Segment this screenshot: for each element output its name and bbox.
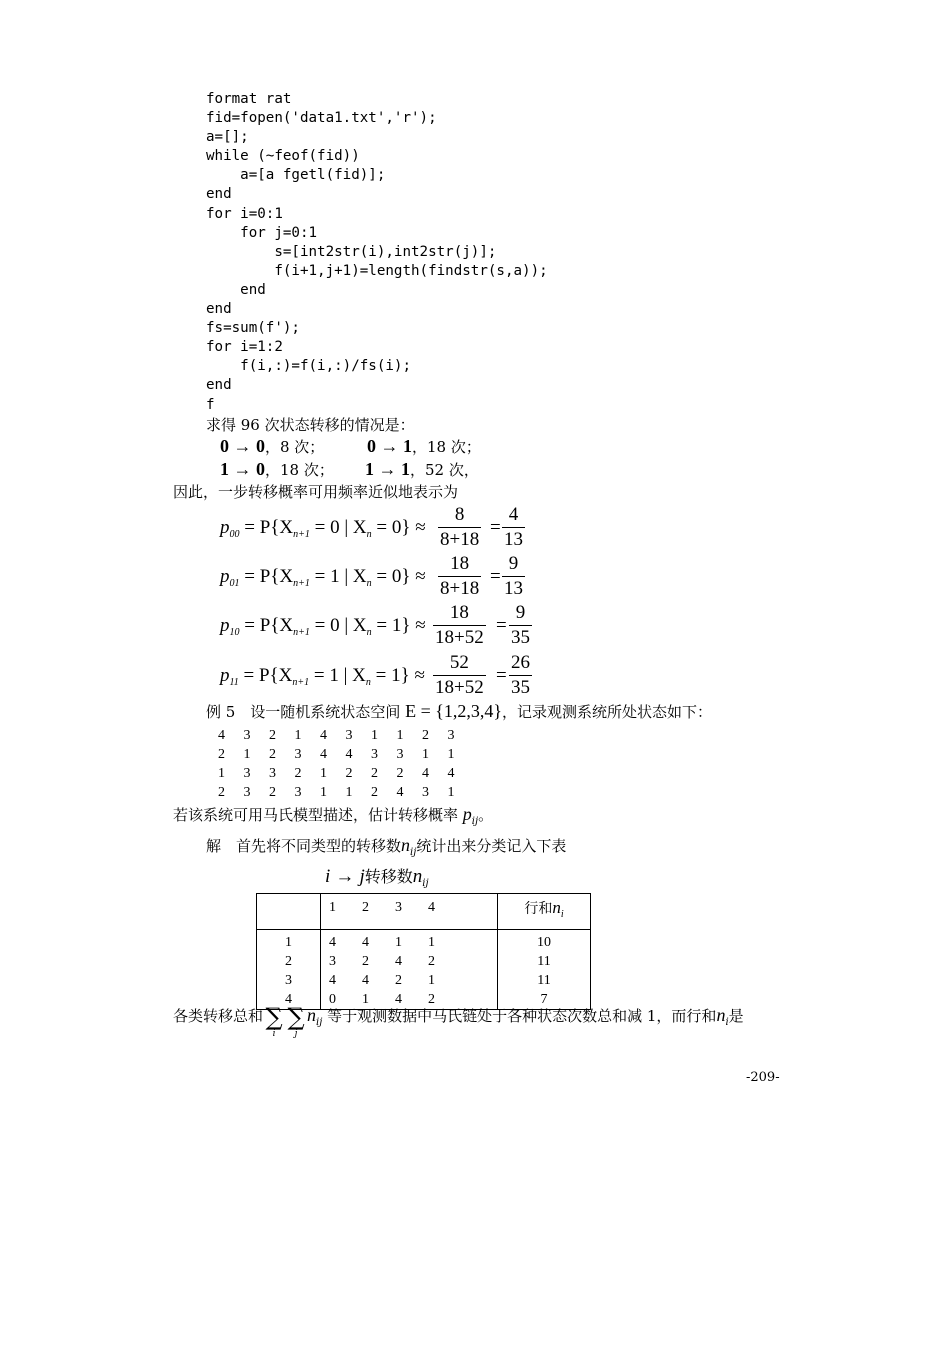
solution-suffix: 统计出来分类记入下表 xyxy=(416,837,567,855)
observation-cell: 3 xyxy=(371,747,378,762)
row-sum: 7 xyxy=(540,992,548,1007)
table-header-row xyxy=(257,894,591,930)
count-cell: 1 xyxy=(428,973,435,988)
formula-next: n+1 xyxy=(293,529,310,540)
code-line: format rat xyxy=(206,91,292,107)
observation-row xyxy=(218,764,473,783)
observation-cell: 3 xyxy=(345,728,353,743)
rowsum-var: n xyxy=(552,898,561,917)
row-counts xyxy=(329,952,497,971)
observation-cell: 4 xyxy=(320,728,327,743)
caption-var: n xyxy=(412,866,423,887)
formula-given: = 0} ≈ xyxy=(376,566,426,587)
fraction-den: 18+52 xyxy=(435,627,484,648)
solution-text xyxy=(206,834,566,864)
fraction-2 xyxy=(509,601,532,650)
observation-cell: 2 xyxy=(269,785,276,800)
count-cell: 1 xyxy=(428,935,435,950)
estimate-text xyxy=(173,803,493,833)
fraction-num: 9 xyxy=(508,553,519,574)
code-line: end xyxy=(206,281,266,298)
observation-cell: 4 xyxy=(396,785,404,800)
formula-p10 xyxy=(220,601,560,651)
fraction-den: 35 xyxy=(511,627,530,648)
equals-sign: = xyxy=(496,615,507,636)
observation-cell: 2 xyxy=(218,785,225,800)
formula-val: = 0 | X xyxy=(314,615,367,636)
formula-cond: = P{X xyxy=(244,517,294,538)
count-cell: 4 xyxy=(395,954,402,969)
sum-sub2: i xyxy=(725,1017,729,1028)
caption-j: j xyxy=(359,866,365,887)
observation-cell: 2 xyxy=(294,766,302,781)
observation-cell: 2 xyxy=(269,747,276,762)
formula-sub: 00 xyxy=(229,529,240,540)
count-cell: 3 xyxy=(329,954,336,969)
observation-cell: 3 xyxy=(447,728,455,743)
transition-count-table xyxy=(256,893,591,1010)
formula-next: n+1 xyxy=(293,578,310,589)
solution-prefix: 解 首先将不同类型的转移数 xyxy=(206,837,402,855)
intro-text: 求得 96 次状态转移的情况是： xyxy=(206,416,415,434)
observation-cell: 2 xyxy=(371,785,378,800)
code-line: f(i+1,j+1)=length(findstr(s,a)); xyxy=(206,262,548,279)
observation-cell: 2 xyxy=(371,766,378,781)
transition-count: ，52 次， xyxy=(410,461,479,479)
code-line: fid=fopen('data1.txt','r'); xyxy=(206,110,437,127)
formula-val: = 0 | X xyxy=(314,517,367,538)
caption-sub: ij xyxy=(422,878,429,889)
row-counts xyxy=(329,971,497,990)
header-col: 2 xyxy=(362,900,369,915)
observation-cell: 2 xyxy=(269,728,276,743)
rowsum-label: 行和 xyxy=(524,901,553,917)
table-header-rowsum xyxy=(498,894,591,930)
observation-cell: 4 xyxy=(447,766,455,781)
transition-label: 1 → 0 xyxy=(220,459,265,479)
count-cell: 4 xyxy=(329,935,336,950)
formula-sub: 10 xyxy=(229,627,240,638)
observation-row xyxy=(218,726,473,745)
formula-next: n+1 xyxy=(292,677,310,688)
page-number: -209- xyxy=(746,1070,780,1085)
code-line: while (~feof(fid)) xyxy=(206,148,360,165)
formula-given: = 1} ≈ xyxy=(376,615,426,636)
observation-cell: 1 xyxy=(371,728,378,743)
observation-cell: 1 xyxy=(218,766,225,781)
code-line: for j=0:1 xyxy=(206,224,318,241)
count-cell: 4 xyxy=(395,992,402,1007)
sigma-limit: i xyxy=(272,1029,276,1039)
code-line: s=[int2str(i),int2str(j)]; xyxy=(206,243,497,260)
fraction-1 xyxy=(438,503,481,552)
solution-sub: ij xyxy=(410,847,417,858)
transition-label: 0 → 0 xyxy=(220,436,265,456)
formula-p: p xyxy=(220,566,230,587)
table-caption xyxy=(325,864,429,889)
fraction-den: 13 xyxy=(504,578,523,599)
formula-n: n xyxy=(365,677,371,688)
count-cell: 2 xyxy=(362,954,369,969)
fraction-num: 4 xyxy=(508,504,519,525)
fraction-1 xyxy=(433,601,486,650)
observation-cell: 1 xyxy=(422,747,429,762)
table-header-cols xyxy=(321,894,498,930)
fraction-den: 8+18 xyxy=(440,529,480,550)
code-line: end xyxy=(206,377,232,394)
solution-var: n xyxy=(401,835,411,855)
transition-label: 0 → 1 xyxy=(367,436,412,456)
table-states-col xyxy=(257,930,321,1010)
code-line: for i=0:1 xyxy=(206,205,283,222)
observation-row xyxy=(218,745,473,764)
fraction-num: 8 xyxy=(454,504,465,525)
observation-cell: 3 xyxy=(294,747,302,762)
count-cell: 2 xyxy=(428,954,435,969)
transition-01 xyxy=(367,436,481,457)
count-cell: 1 xyxy=(395,935,402,950)
observation-cell: 1 xyxy=(294,728,302,743)
table-body-row xyxy=(257,930,591,1010)
fraction-2 xyxy=(502,503,525,552)
fraction-num: 52 xyxy=(449,652,469,673)
example-prefix: 例 5 设一随机系统状态空间 xyxy=(206,703,401,721)
header-col: 4 xyxy=(428,900,435,915)
formula-p: p xyxy=(220,615,230,636)
observation-cell: 3 xyxy=(294,785,302,800)
sigma-limit: j xyxy=(294,1029,298,1039)
observation-cell: 3 xyxy=(422,785,429,800)
fraction-2 xyxy=(502,552,525,601)
row-state: 2 xyxy=(285,954,292,969)
observation-cell: 1 xyxy=(243,747,251,762)
count-cell: 0 xyxy=(329,992,336,1007)
count-cell: 4 xyxy=(362,935,369,950)
sigma-j-icon xyxy=(285,1003,307,1039)
fraction-1 xyxy=(438,552,481,601)
sum-middle: 等于观测数据中马氏链处于各种状态次数总和减 1，而行和 xyxy=(327,1007,717,1025)
equals-sign: = xyxy=(490,566,501,587)
sum-prefix: 各类转移总和 xyxy=(173,1007,264,1025)
formula-given: = 0} ≈ xyxy=(376,517,426,538)
example-suffix: ，记录观测系统所处状态如下： xyxy=(502,703,713,721)
transition-count: ，18 次； xyxy=(412,438,481,456)
fraction-num: 18 xyxy=(449,602,469,623)
observation-cell: 3 xyxy=(396,747,404,762)
header-col: 1 xyxy=(329,900,336,915)
fraction-num: 18 xyxy=(450,553,470,574)
fraction-den: 13 xyxy=(504,529,523,550)
sum-var: n xyxy=(307,1005,317,1025)
estimate-prefix: 若该系统可用马氏模型描述，估计转移概率 xyxy=(173,806,459,824)
row-counts xyxy=(329,933,497,952)
fraction-den: 18+52 xyxy=(435,677,484,698)
sum-sub: ij xyxy=(316,1017,323,1028)
fraction-num: 26 xyxy=(511,652,530,673)
count-cell: 4 xyxy=(362,973,369,988)
transition-00 xyxy=(220,436,324,457)
transition-10 xyxy=(220,459,334,480)
rowsum-sub: i xyxy=(560,909,564,920)
observation-cell: 3 xyxy=(243,766,251,781)
sum-var2: n xyxy=(716,1005,726,1025)
observation-cell: 4 xyxy=(320,747,327,762)
count-cell: 2 xyxy=(395,973,402,988)
code-line: a=[a fgetl(fid)]; xyxy=(206,167,386,184)
table-sums-col xyxy=(498,930,591,1010)
formula-sub: 01 xyxy=(229,578,240,589)
code-line: f xyxy=(206,396,215,413)
observation-cell: 3 xyxy=(243,728,251,743)
formula-lhs xyxy=(220,566,426,589)
equals-sign: = xyxy=(490,517,501,538)
formula-p: p xyxy=(220,665,230,686)
formula-lhs xyxy=(220,665,425,688)
transition-count: ，8 次； xyxy=(265,438,325,456)
formula-sub: 11 xyxy=(229,677,239,688)
estimate-var: p xyxy=(462,804,472,824)
row-sum: 11 xyxy=(537,973,551,988)
formula-p11 xyxy=(220,651,560,701)
code-line: for i=1:2 xyxy=(206,339,283,356)
table-header-corner xyxy=(257,894,321,930)
fraction-2 xyxy=(509,651,532,700)
observation-cell: 3 xyxy=(243,785,251,800)
formula-n: n xyxy=(366,578,372,589)
transition-label: 1 → 1 xyxy=(365,459,410,479)
example-5 xyxy=(206,700,712,723)
code-line: a=[]; xyxy=(206,129,249,146)
formula-lhs xyxy=(220,517,426,540)
observation-cell: 1 xyxy=(447,785,455,800)
formula-p: p xyxy=(220,517,230,538)
formula-val: = 1 | X xyxy=(313,665,366,686)
observation-cell: 4 xyxy=(345,747,353,762)
formula-given: = 1} ≈ xyxy=(375,665,425,686)
observation-cell: 1 xyxy=(396,728,404,743)
observation-cell: 1 xyxy=(320,785,327,800)
estimate-sub: ij xyxy=(471,816,479,827)
state-space: E = {1,2,3,4} xyxy=(405,701,503,721)
formula-cond: = P{X xyxy=(244,615,294,636)
equals-sign: = xyxy=(496,665,507,686)
observation-cell: 4 xyxy=(422,766,429,781)
caption-arrow: → xyxy=(335,866,355,887)
caption-i: i xyxy=(325,866,331,887)
formula-val: = 1 | X xyxy=(314,566,367,587)
code-line: end xyxy=(206,301,232,318)
conclusion-text: 因此，一步转移概率可用频率近似地表示为 xyxy=(173,483,459,501)
formula-n: n xyxy=(366,627,372,638)
observation-grid xyxy=(218,726,473,802)
observation-cell: 1 xyxy=(447,747,455,762)
count-cell: 4 xyxy=(329,973,336,988)
fraction-den: 8+18 xyxy=(440,578,480,599)
formula-lhs xyxy=(220,615,426,638)
observation-cell: 4 xyxy=(218,728,225,743)
sigma-symbol: ∑ xyxy=(287,1003,305,1031)
count-cell: 1 xyxy=(362,992,369,1007)
formula-cond: = P{X xyxy=(243,665,293,686)
sum-suffix: 是 xyxy=(728,1007,744,1025)
header-col: 3 xyxy=(395,900,402,915)
observation-cell: 1 xyxy=(320,766,327,781)
table-counts-col xyxy=(321,930,498,1010)
sigma-symbol: ∑ xyxy=(265,1003,283,1031)
formula-next: n+1 xyxy=(293,627,310,638)
row-state: 4 xyxy=(285,992,292,1007)
row-sum: 11 xyxy=(537,954,551,969)
code-line: end xyxy=(206,186,232,203)
row-state: 1 xyxy=(285,935,292,950)
estimate-end: 。 xyxy=(478,806,494,824)
transition-count: ，18 次； xyxy=(265,461,334,479)
formula-p00 xyxy=(220,503,560,553)
formula-n: n xyxy=(366,529,372,540)
observation-cell: 3 xyxy=(269,766,276,781)
sum-sentence xyxy=(173,1003,744,1039)
formula-p01 xyxy=(220,552,560,602)
code-line: f(i,:)=f(i,:)/fs(i); xyxy=(206,358,411,375)
row-state: 3 xyxy=(285,973,292,988)
caption-text: 转移数 xyxy=(364,867,413,886)
observation-cell: 2 xyxy=(218,747,225,762)
matlab-code-block xyxy=(206,90,548,415)
fraction-1 xyxy=(433,651,486,700)
fraction-den: 35 xyxy=(511,677,530,698)
count-cell: 2 xyxy=(428,992,435,1007)
fraction-num: 9 xyxy=(515,602,526,623)
code-line: fs=sum(f'); xyxy=(206,320,300,337)
formula-cond: = P{X xyxy=(244,566,294,587)
observation-cell: 2 xyxy=(345,766,353,781)
observation-cell: 1 xyxy=(345,785,353,800)
sigma-i-icon xyxy=(263,1003,285,1039)
row-sum: 10 xyxy=(537,935,551,950)
observation-cell: 2 xyxy=(396,766,404,781)
transition-11 xyxy=(365,459,479,480)
observation-row xyxy=(218,783,473,802)
observation-cell: 2 xyxy=(422,728,429,743)
